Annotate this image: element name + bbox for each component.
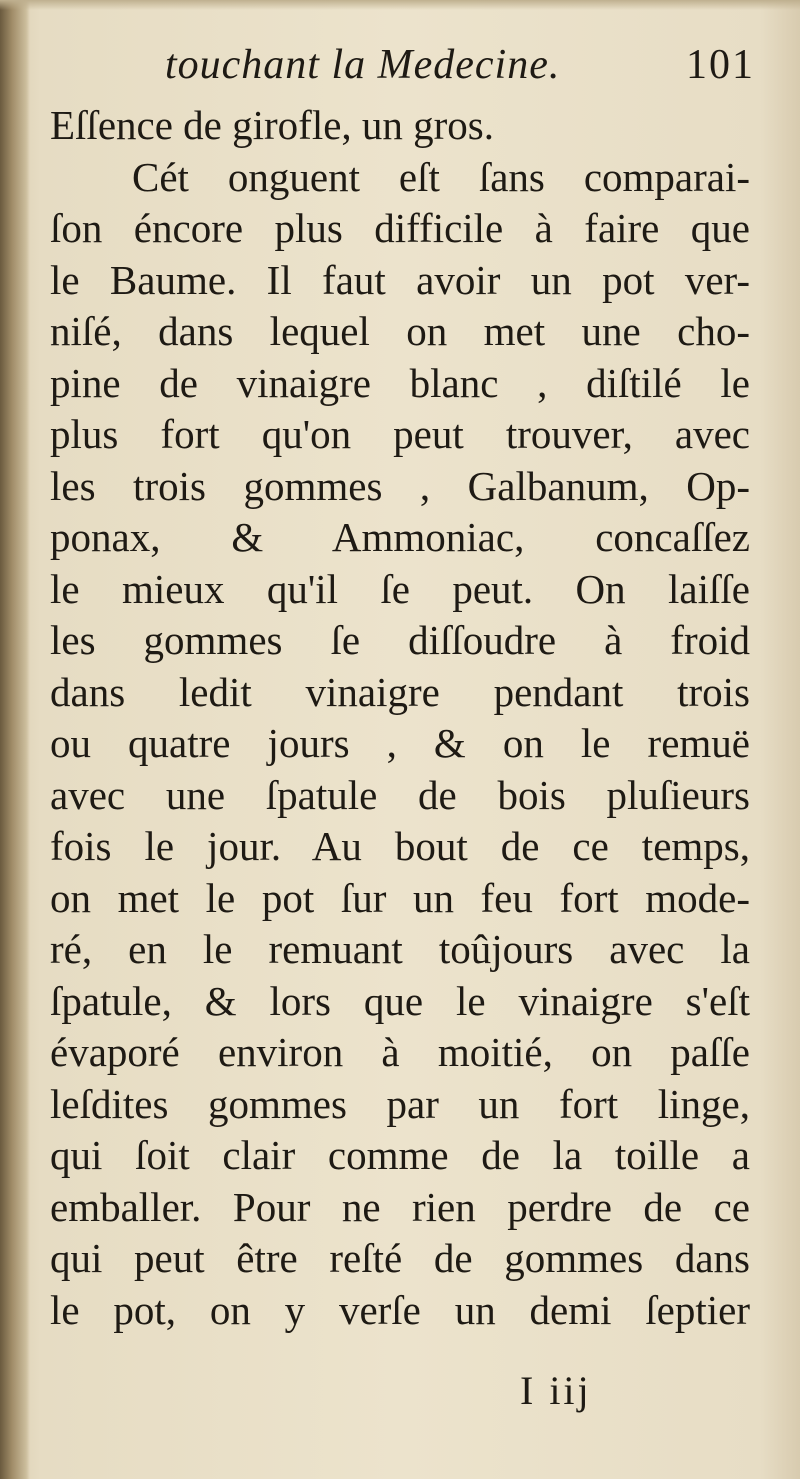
text-line: le pot, on y verſe un demi ſeptier: [50, 1286, 750, 1333]
text-line: le mieux qu'il ſe peut. On laiſſe: [50, 565, 750, 612]
text-line: ou quatre jours , & on le remuë: [50, 720, 750, 766]
page-header: [165, 30, 755, 100]
text-line: dans ledit vinaigre pendant trois: [50, 668, 750, 715]
text-line: qui peut être reſté de gommes dans: [50, 1235, 750, 1281]
signature-mark: I iij: [520, 1368, 592, 1413]
body-text: [50, 100, 750, 1336]
text-line: on met le pot ſur un feu fort mode-: [50, 874, 750, 921]
text-line: emballer. Pour ne rien perdre de ce: [50, 1183, 750, 1230]
text-line: qui ſoit clair comme de la toille a: [50, 1132, 750, 1178]
text-line: niſé, dans lequel on met une cho-: [50, 308, 750, 354]
text-line: ſpatule, & lors que le vinaigre s'eſt: [50, 977, 750, 1024]
text-line: ponax, & Ammoniac, concaſſez: [50, 514, 750, 560]
running-head: touchant la Medecine.: [165, 42, 561, 88]
text-line: ſon éncore plus difficile à faire que: [50, 205, 750, 251]
text-line: les gommes ſe diſſoudre à froid: [50, 617, 750, 663]
text-line: évaporé environ à moitié, on paſſe: [50, 1029, 750, 1075]
text-line: Eſſence de girofle, un gros.: [50, 102, 495, 148]
text-line: ré, en le remuant toûjours avec la: [50, 926, 750, 972]
page-top-edge: [0, 0, 800, 10]
text-line: avec une ſpatule de bois pluſieurs: [50, 771, 750, 818]
text-line: plus fort qu'on peut trouver, avec: [50, 411, 750, 457]
page-number: 101: [686, 42, 755, 88]
text-line: Cét onguent eſt ſans comparai-: [132, 153, 750, 200]
text-line: les trois gommes , Galbanum, Op-: [50, 462, 750, 509]
text-line: pine de vinaigre blanc , diſtilé le: [50, 359, 750, 406]
binding-edge: [0, 0, 30, 1479]
text-line: fois le jour. Au bout de ce temps,: [50, 823, 750, 869]
text-line: leſdites gommes par un fort linge,: [50, 1080, 750, 1127]
text-line: le Baume. Il faut avoir un pot ver-: [50, 256, 750, 303]
